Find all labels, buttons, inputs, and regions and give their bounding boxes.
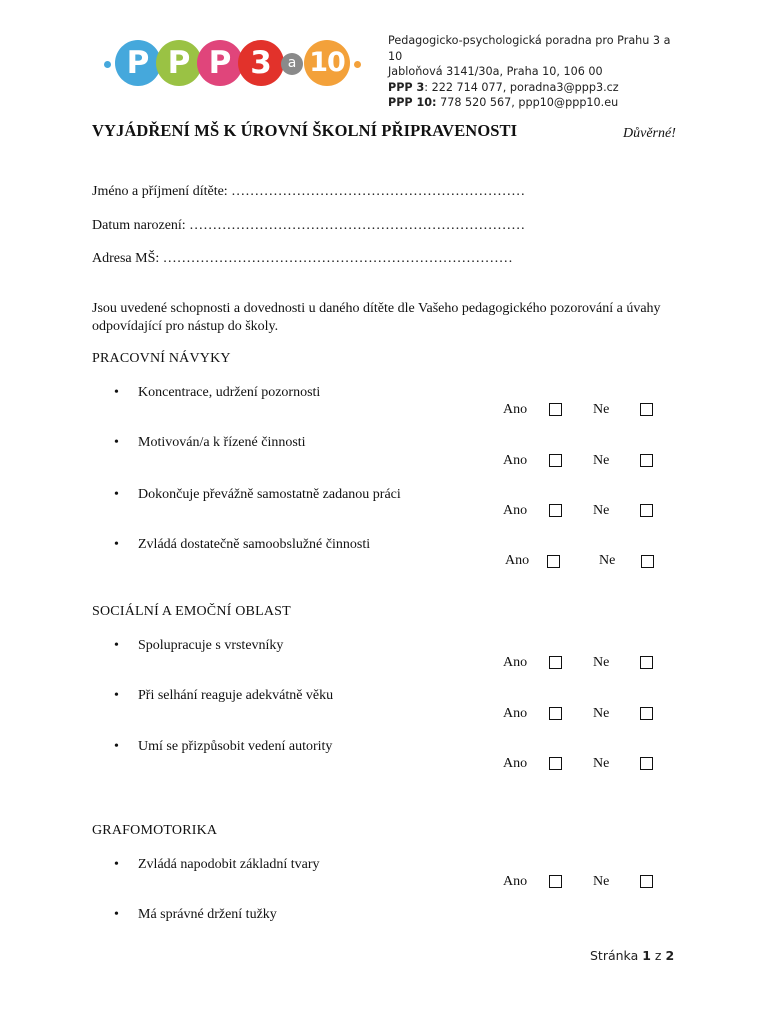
bullet: • xyxy=(114,688,119,703)
page-middle: z xyxy=(650,948,666,963)
section-work-habits-title: PRACOVNÍ NÁVYKY xyxy=(92,351,231,366)
logo-letter-p2: P xyxy=(156,40,202,86)
no-checkbox[interactable] xyxy=(640,875,653,888)
ppp3-contact: : 222 714 077, poradna3@ppp3.cz xyxy=(424,80,619,94)
kindergarten-address-field[interactable]: Adresa MŠ: ………………………………………………………………… xyxy=(92,251,513,266)
list-item xyxy=(114,638,283,654)
address-line-4 xyxy=(388,95,688,111)
bullet: • xyxy=(114,638,119,653)
yes-checkbox[interactable] xyxy=(549,757,562,770)
item-label: Motivován/a k řízené činnosti xyxy=(138,435,306,450)
page-number xyxy=(590,948,674,963)
logo-letter-p1: P xyxy=(115,40,161,86)
bullet: • xyxy=(114,537,119,552)
child-name-field[interactable]: Jméno a příjmení dítěte: ……………………………………………………… xyxy=(92,184,526,199)
yes-checkbox[interactable] xyxy=(549,454,562,467)
page-total: 2 xyxy=(665,948,675,963)
no-checkbox[interactable] xyxy=(641,555,654,568)
yes-checkbox[interactable] xyxy=(549,656,562,669)
yes-label: Ano xyxy=(503,503,528,518)
logo-dot xyxy=(354,61,361,68)
yes-label: Ano xyxy=(503,402,528,417)
no-checkbox[interactable] xyxy=(640,454,653,467)
no-label: Ne xyxy=(593,453,610,468)
no-checkbox[interactable] xyxy=(640,504,653,517)
no-label: Ne xyxy=(593,706,610,721)
item-label: Dokončuje převážně samostatně zadanou práci xyxy=(138,487,401,502)
ppp-logo xyxy=(98,34,376,94)
list-item xyxy=(114,435,306,451)
logo-number-3: 3 xyxy=(238,40,284,86)
yes-label: Ano xyxy=(503,756,528,771)
list-item xyxy=(114,688,333,704)
item-label: Spolupracuje s vrstevníky xyxy=(138,638,284,653)
intro-paragraph: Jsou uvedené schopnosti a dovednosti u daného dítěte dle Vašeho pedagogického pozorování a úvahy odpovídající pro nástup do školy. xyxy=(92,301,661,334)
item-label: Zvládá napodobit základní tvary xyxy=(138,857,320,872)
yes-label: Ano xyxy=(505,553,530,568)
item-label: Má správné držení tužky xyxy=(138,907,277,922)
yes-checkbox[interactable] xyxy=(549,707,562,720)
address-line-2: Jabloňová 3141/30a, Praha 10, 106 00 xyxy=(388,65,603,78)
page-current: 1 xyxy=(642,948,651,963)
yes-label: Ano xyxy=(503,453,528,468)
list-item xyxy=(114,739,332,755)
no-checkbox[interactable] xyxy=(640,403,653,416)
confidential-note: Důvěrné! xyxy=(623,126,676,141)
bullet: • xyxy=(114,487,119,502)
bullet: • xyxy=(114,385,119,400)
section-social-emotional-title: SOCIÁLNÍ A EMOČNÍ OBLAST xyxy=(92,604,291,619)
no-label: Ne xyxy=(599,553,616,568)
no-label: Ne xyxy=(593,503,610,518)
yes-label: Ano xyxy=(503,706,528,721)
ppp10-contact: 778 520 567, ppp10@ppp10.eu xyxy=(436,96,619,109)
list-item xyxy=(114,385,320,401)
yes-checkbox[interactable] xyxy=(549,875,562,888)
list-item xyxy=(114,487,401,503)
no-label: Ne xyxy=(593,402,610,417)
logo-number-10: 10 xyxy=(304,40,350,86)
ppp10-label: PPP 10: xyxy=(388,96,437,109)
logo-dot xyxy=(104,61,111,68)
item-label: Zvládá dostatečně samoobslužné činnosti xyxy=(138,537,371,552)
yes-checkbox[interactable] xyxy=(547,555,560,568)
logo-letter-p3: P xyxy=(197,40,243,86)
yes-label: Ano xyxy=(503,874,528,889)
item-label: Při selhání reaguje adekvátně věku xyxy=(138,688,334,703)
no-checkbox[interactable] xyxy=(640,757,653,770)
list-item xyxy=(114,857,320,873)
bullet: • xyxy=(114,739,119,754)
list-item xyxy=(114,907,277,923)
item-label: Umí se přizpůsobit vedení autority xyxy=(138,739,333,754)
document-title: VYJÁDŘENÍ MŠ K ÚROVNÍ ŠKOLNÍ PŘIPRAVENOSTI xyxy=(92,121,518,140)
birth-date-field[interactable]: Datum narození: ……………………………………………………………… xyxy=(92,218,526,233)
yes-checkbox[interactable] xyxy=(549,504,562,517)
item-label: Koncentrace, udržení pozornosti xyxy=(138,385,321,400)
bullet: • xyxy=(114,857,119,872)
logo-letter-a: a xyxy=(281,53,303,75)
ppp3-label: PPP 3 xyxy=(388,80,425,94)
no-checkbox[interactable] xyxy=(640,656,653,669)
no-checkbox[interactable] xyxy=(640,707,653,720)
yes-label: Ano xyxy=(503,655,528,670)
address-block xyxy=(388,33,688,111)
address-line-3 xyxy=(388,80,688,96)
bullet: • xyxy=(114,907,119,922)
section-graphomotor-title: GRAFOMOTORIKA xyxy=(92,823,218,838)
no-label: Ne xyxy=(593,756,610,771)
list-item xyxy=(114,537,370,553)
no-label: Ne xyxy=(593,874,610,889)
yes-checkbox[interactable] xyxy=(549,403,562,416)
page-prefix: Stránka xyxy=(590,948,643,963)
no-label: Ne xyxy=(593,655,610,670)
address-line-1: Pedagogicko-psychologická poradna pro Prahu 3 a 10 xyxy=(388,34,671,63)
bullet: • xyxy=(114,435,119,450)
